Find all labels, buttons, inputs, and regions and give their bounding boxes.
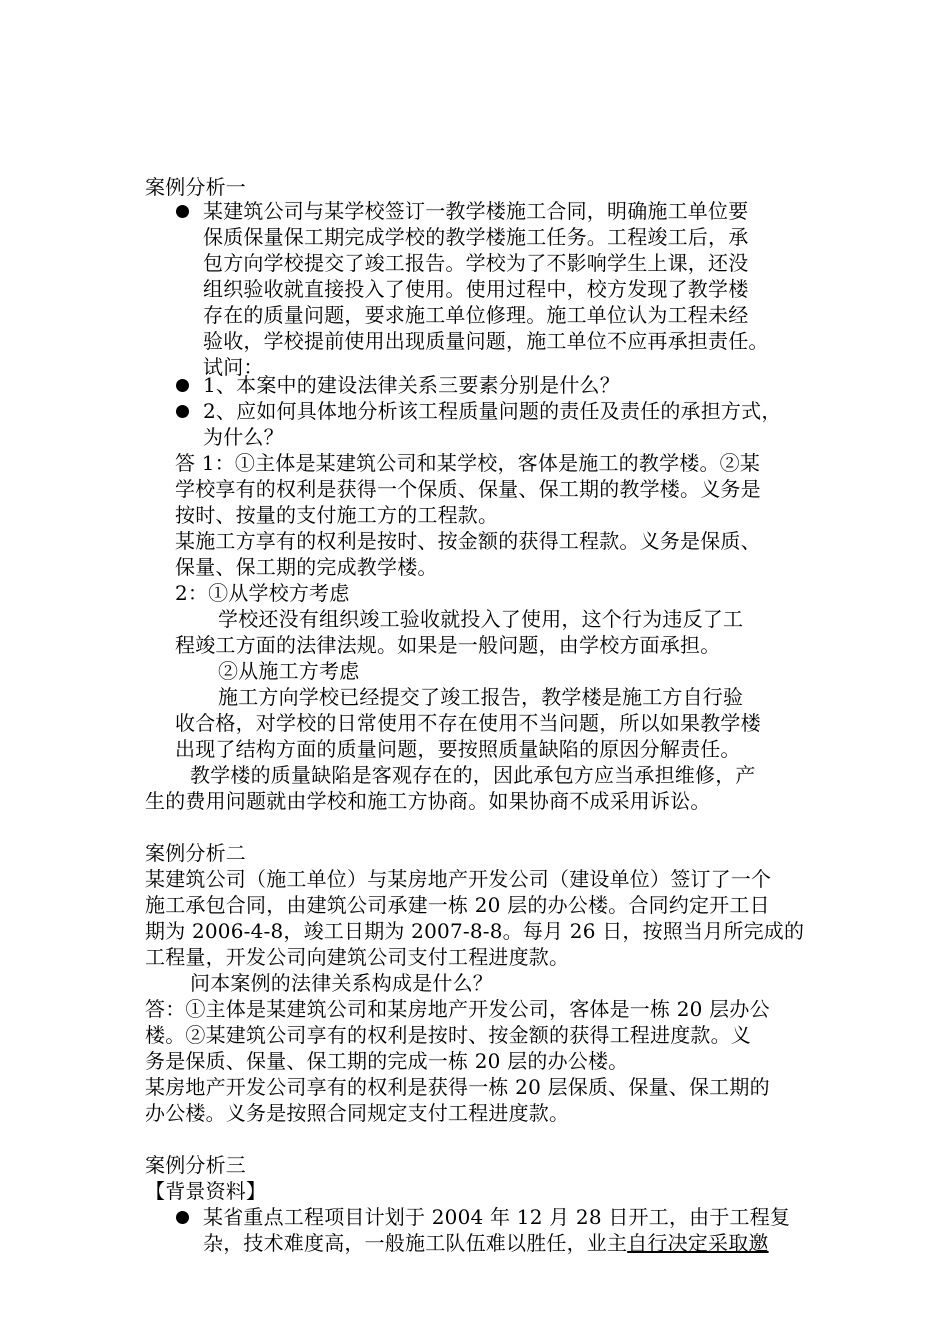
bullet-icon: [176, 405, 189, 418]
case1-title: 案例分析一: [145, 175, 246, 199]
case1-answer-line: 生的费用问题就由学校和施工方协商。如果协商不成采用诉讼。: [145, 789, 711, 813]
case1-question-2: 为什么？: [203, 425, 284, 449]
case1-answer-line: 答 1：①主体是某建筑公司和某学校，客体是施工的教学楼。②某: [175, 451, 761, 475]
case1-answer-line: 收合格，对学校的日常使用不存在使用不当问题，所以如果教学楼: [175, 711, 761, 735]
case1-answer-line: 出现了结构方面的质量问题，要按照质量缺陷的原因分解责任。: [175, 737, 741, 761]
case1-answer-line: 学校享有的权利是获得一个保质、保量、保工期的教学楼。义务是: [175, 477, 761, 501]
case3-paragraph-line: [203, 1230, 769, 1256]
case1-question-1: 1、本案中的建设法律关系三要素分别是什么？: [203, 373, 620, 397]
case1-question-2: 2、应如何具体地分析该工程质量问题的责任及责任的承担方式，: [203, 399, 782, 423]
case1-paragraph-line: 保质保量保工期完成学校的教学楼施工任务。工程竣工后，承: [203, 225, 749, 249]
case3-text-plain: 杂，技术难度高，一般施工队伍难以胜任，业主: [203, 1231, 628, 1255]
case3-title: 案例分析三: [145, 1153, 246, 1177]
case2-line: 施工承包合同，由建筑公司承建一栋 20 层的办公楼。合同约定开工日: [145, 893, 770, 917]
case1-answer-line: 某施工方享有的权利是按时、按金额的获得工程款。义务是保质、: [175, 529, 761, 553]
case1-answer-line: 2：①从学校方考虑: [175, 581, 350, 605]
case1-answer-line: 程竣工方面的法律法规。如果是一般问题，由学校方面承担。: [175, 633, 721, 657]
case3-paragraph-line: 某省重点工程项目计划于 2004 年 12 月 28 日开工，由于工程复: [203, 1205, 791, 1229]
case1-answer-line: ②从施工方考虑: [218, 659, 360, 683]
case1-paragraph-line: 包方向学校提交了竣工报告。学校为了不影响学生上课，还没: [203, 251, 749, 275]
case1-paragraph-line: 试问：: [203, 355, 264, 379]
case1-paragraph-line: 某建筑公司与某学校签订一教学楼施工合同，明确施工单位要: [203, 199, 749, 223]
case2-title: 案例分析二: [145, 841, 246, 865]
case2-line: 期为 2006-4-8，竣工日期为 2007-8-8。每月 26 日，按照当月所完成的: [145, 919, 805, 943]
case1-paragraph-line: 组织验收就直接投入了使用。使用过程中，校方发现了教学楼: [203, 277, 749, 301]
case1-answer-line: 按时、按量的支付施工方的工程款。: [175, 503, 499, 527]
case1-answer-line: 学校还没有组织竣工验收就投入了使用，这个行为违反了工: [218, 607, 744, 631]
case1-answer-line: 施工方向学校已经提交了竣工报告，教学楼是施工方自行验: [218, 685, 744, 709]
case2-line: 工程量，开发公司向建筑公司支付工程进度款。: [145, 945, 570, 969]
case2-answer-line: 务是保质、保量、保工期的完成一栋 20 层的办公楼。: [145, 1049, 629, 1073]
case1-answer-line: 教学楼的质量缺陷是客观存在的，因此承包方应当承担维修，产: [190, 763, 756, 787]
case1-paragraph-line: 存在的质量问题，要求施工单位修理。施工单位认为工程未经: [203, 303, 749, 327]
case2-line: 某建筑公司（施工单位）与某房地产开发公司（建设单位）签订了一个: [145, 867, 772, 891]
case2-answer-line: 办公楼。义务是按照合同规定支付工程进度款。: [145, 1101, 570, 1125]
case2-answer-line: 答：①主体是某建筑公司和某房地产开发公司，客体是一栋 20 层办公: [145, 997, 770, 1021]
bullet-icon: [176, 379, 189, 392]
case3-subtitle: 【背景资料】: [145, 1179, 267, 1203]
bullet-icon: [176, 205, 189, 218]
bullet-icon: [176, 1211, 189, 1224]
case2-answer-line: 楼。②某建筑公司享有的权利是按时、按金额的获得工程进度款。义: [145, 1023, 751, 1047]
case1-paragraph-line: 验收，学校提前使用出现质量问题，施工单位不应再承担责任。: [203, 329, 769, 353]
case1-answer-line: 保量、保工期的完成教学楼。: [175, 555, 438, 579]
case3-text-underlined: 自行决定采取邀: [627, 1231, 769, 1255]
case2-answer-line: 某房地产开发公司享有的权利是获得一栋 20 层保质、保量、保工期的: [145, 1075, 770, 1099]
case2-question: 问本案例的法律关系构成是什么？: [190, 971, 493, 995]
